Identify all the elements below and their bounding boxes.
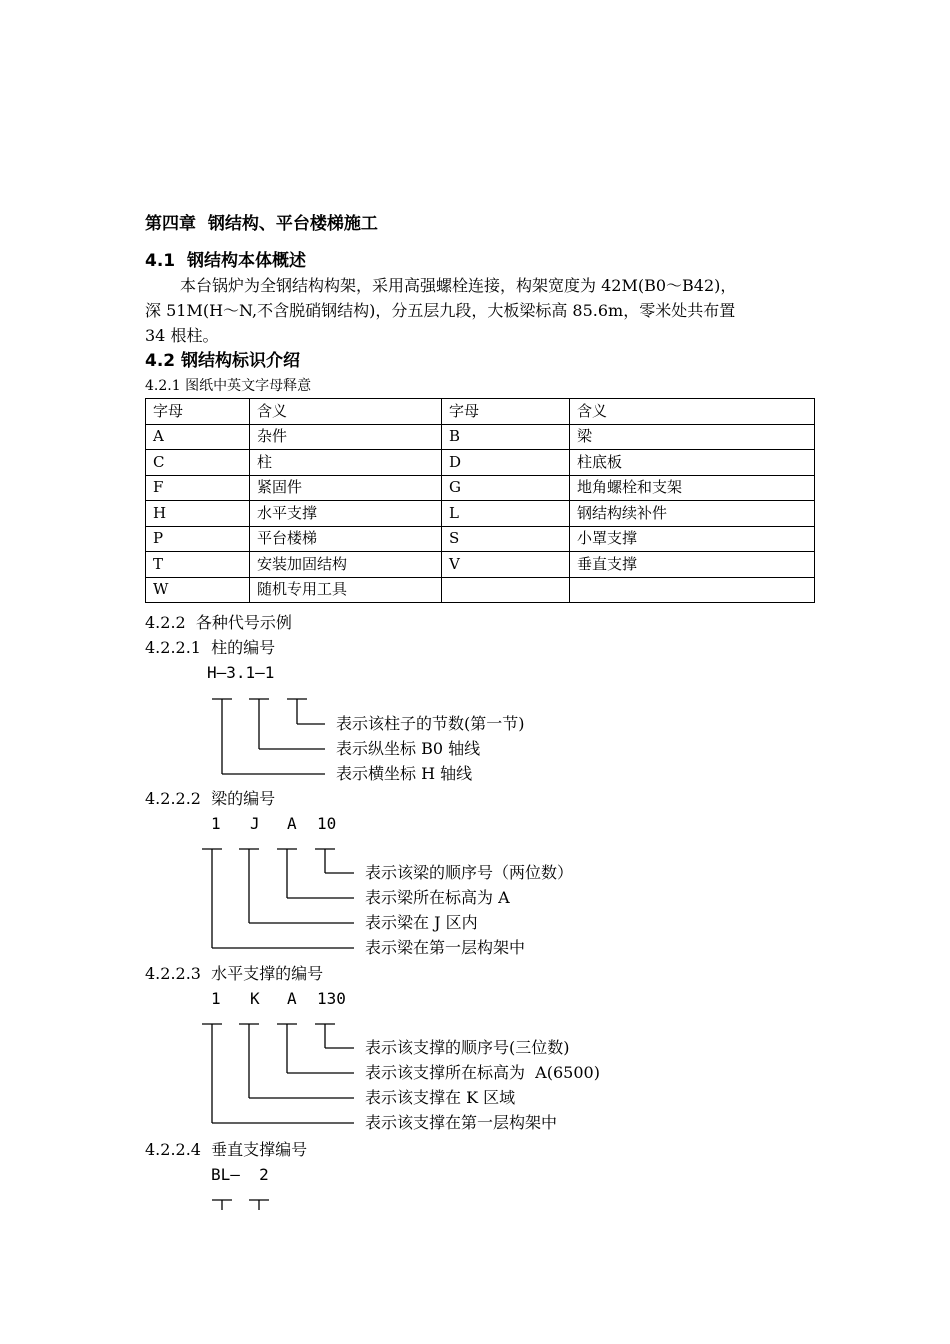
beam-note-2: 表示梁所在标高为 A [365,888,510,907]
example-vertical-brace-title: 4.2.2.4 垂直支撑编号 [145,1140,308,1159]
table-cell: L [442,501,570,527]
table-cell: G [442,475,570,501]
brace-note-2: 表示该支撑所在标高为 A(6500) [365,1063,600,1082]
brace-code-part: 1 [211,989,221,1008]
table-cell: 地角螺栓和支架 [570,475,815,501]
table-cell: 柱底板 [570,450,815,476]
brace-note-3: 表示该支撑在 K 区域 [365,1088,516,1107]
subsection-4-2-2-title: 4.2.2 各种代号示例 [145,613,292,632]
chapter-title: 第四章 钢结构、平台楼梯施工 [145,214,378,234]
table-cell: 紧固件 [250,475,442,501]
brace-code-part: A [287,989,297,1008]
table-cell: 杂件 [250,424,442,450]
overview-paragraph-line-3: 34 根柱。 [145,326,219,345]
table-cell: C [146,450,250,476]
table-header-cell: 字母 [442,399,570,425]
table-cell: W [146,577,250,603]
table-cell: 钢结构续补件 [570,501,815,527]
table-cell: P [146,526,250,552]
brace-note-1: 表示该支撑的顺序号(三位数) [365,1038,570,1057]
table-cell: 安装加固结构 [250,552,442,578]
table-cell: 梁 [570,424,815,450]
brace-code-part: 130 [317,989,346,1008]
brace-code-part: K [250,989,260,1008]
table-cell: 水平支撑 [250,501,442,527]
beam-note-4: 表示梁在第一层构架中 [365,938,526,957]
section-4-1-heading: 4.1 钢结构本体概述 [145,251,306,271]
table-cell: F [146,475,250,501]
table-cell: B [442,424,570,450]
table-cell: 平台楼梯 [250,526,442,552]
beam-note-3: 表示梁在 J 区内 [365,913,478,932]
beam-code-part: J [250,814,260,833]
table-cell: T [146,552,250,578]
column-note-1: 表示该柱子的节数(第一节) [336,714,525,733]
beam-code-part: A [287,814,297,833]
example-column-title: 4.2.2.1 柱的编号 [145,638,276,657]
table-header-cell: 含义 [250,399,442,425]
table-cell: A [146,424,250,450]
table-cell: 垂直支撑 [570,552,815,578]
beam-code-part: 10 [317,814,337,833]
column-note-3: 表示横坐标 H 轴线 [336,764,473,783]
overview-paragraph-line-2: 深 51M(H～N,不含脱硝钢结构)，分五层九段，大板梁标高 85.6m，零米处共布置 [145,301,736,320]
table-header-cell: 含义 [570,399,815,425]
overview-paragraph-line-1: 本台锅炉为全钢结构构架，采用高强螺栓连接，构架宽度为 42M(B0～B42)， [180,276,737,295]
table-cell: V [442,552,570,578]
table-cell: S [442,526,570,552]
table-cell: D [442,450,570,476]
table-header-cell: 字母 [146,399,250,425]
brace-note-4: 表示该支撑在第一层构架中 [365,1113,558,1132]
example-beam-title: 4.2.2.2 梁的编号 [145,789,276,808]
section-4-2-heading: 4.2 钢结构标识介绍 [145,351,301,371]
table-cell: 小罩支撑 [570,526,815,552]
subsection-4-2-1-title: 4.2.1 图纸中英文字母释意 [145,378,312,394]
table-cell: 柱 [250,450,442,476]
example-horizontal-brace-title: 4.2.2.3 水平支撑的编号 [145,964,324,983]
table-cell: H [146,501,250,527]
table-cell: 随机专用工具 [250,577,442,603]
beam-note-1: 表示该梁的顺序号（两位数） [365,863,574,882]
column-note-2: 表示纵坐标 B0 轴线 [336,739,481,758]
beam-code-part: 1 [211,814,221,833]
example-column-code: H—3.1—1 [207,663,275,682]
vertical-brace-code: BL— 2 [211,1165,269,1184]
